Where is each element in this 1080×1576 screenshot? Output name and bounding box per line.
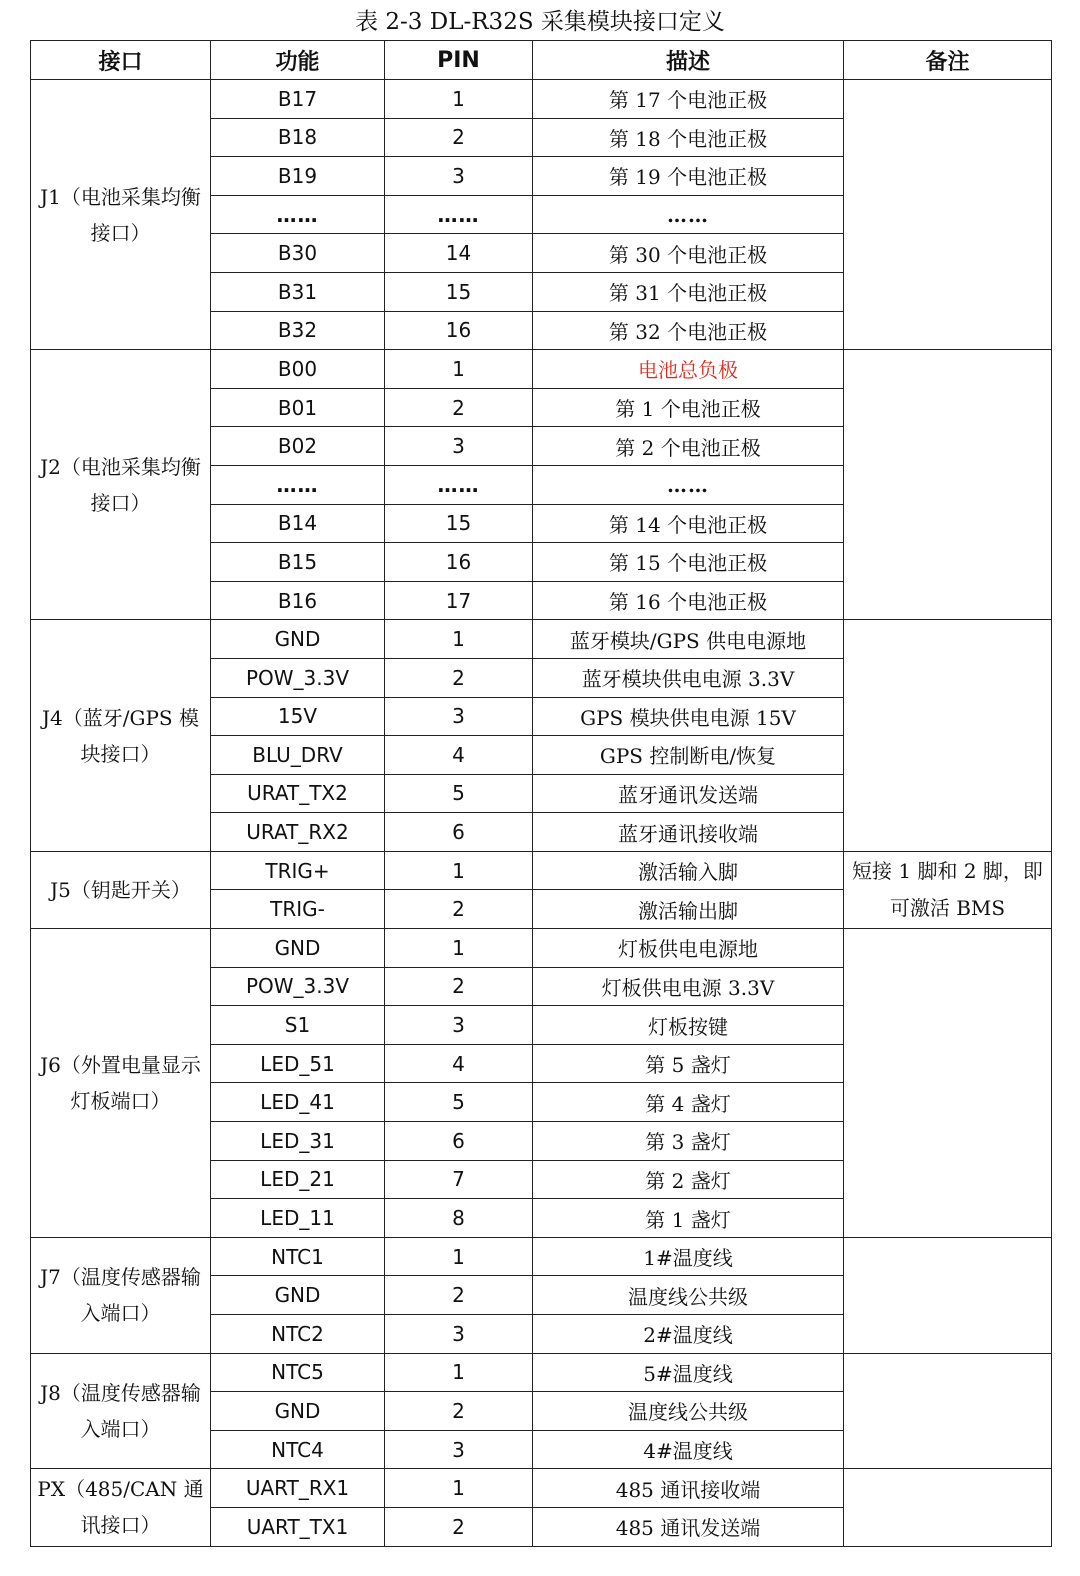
description-cell: 2#温度线 <box>533 1315 844 1354</box>
pin-cell: 1 <box>385 1353 533 1392</box>
description-cell: 蓝牙模块供电电源 3.3V <box>533 658 844 697</box>
function-cell: UART_RX1 <box>211 1469 385 1508</box>
note-cell <box>844 929 1052 1238</box>
description-cell: 灯板供电电源 3.3V <box>533 967 844 1006</box>
pin-cell: 2 <box>385 1507 533 1546</box>
function-cell: LED_11 <box>211 1199 385 1238</box>
function-cell: B31 <box>211 272 385 311</box>
pin-cell: 15 <box>385 272 533 311</box>
note-cell <box>844 1469 1052 1546</box>
table-row <box>31 929 1052 968</box>
description-cell: 温度线公共级 <box>533 1392 844 1431</box>
pin-cell: 1 <box>385 620 533 659</box>
function-cell: B30 <box>211 234 385 273</box>
description-cell: 第 2 个电池正极 <box>533 427 844 466</box>
description-cell: 蓝牙模块/GPS 供电电源地 <box>533 620 844 659</box>
pin-cell: 4 <box>385 736 533 775</box>
note-cell <box>844 620 1052 852</box>
pin-cell: 15 <box>385 504 533 543</box>
pin-cell: 3 <box>385 1315 533 1354</box>
description-cell: 第 32 个电池正极 <box>533 311 844 350</box>
function-cell: B01 <box>211 388 385 427</box>
pin-cell: 5 <box>385 774 533 813</box>
pin-cell: 1 <box>385 350 533 389</box>
description-cell: 第 1 盏灯 <box>533 1199 844 1238</box>
function-cell: TRIG- <box>211 890 385 929</box>
pin-cell: 16 <box>385 311 533 350</box>
function-cell: NTC1 <box>211 1237 385 1276</box>
pin-cell: 3 <box>385 697 533 736</box>
pin-cell: 2 <box>385 967 533 1006</box>
function-cell: B16 <box>211 581 385 620</box>
function-cell: POW_3.3V <box>211 658 385 697</box>
header-pin: PIN <box>385 41 533 80</box>
port-name-cell: PX（485/CAN 通讯接口） <box>31 1469 211 1546</box>
description-cell: 485 通讯接收端 <box>533 1469 844 1508</box>
description-cell: GPS 模块供电电源 15V <box>533 697 844 736</box>
description-cell: 电池总负极 <box>533 350 844 389</box>
function-cell: B14 <box>211 504 385 543</box>
description-cell: 第 3 盏灯 <box>533 1122 844 1161</box>
function-cell: LED_21 <box>211 1160 385 1199</box>
description-cell: 第 4 盏灯 <box>533 1083 844 1122</box>
function-cell: URAT_TX2 <box>211 774 385 813</box>
function-cell: B02 <box>211 427 385 466</box>
header-description: 描述 <box>533 41 844 80</box>
note-cell <box>844 80 1052 350</box>
port-name-cell: J8（温度传感器输入端口） <box>31 1353 211 1469</box>
pin-cell: 1 <box>385 80 533 119</box>
description-cell: 灯板按键 <box>533 1006 844 1045</box>
pin-cell: 6 <box>385 1122 533 1161</box>
header-port: 接口 <box>31 41 211 80</box>
table-row <box>31 851 1052 890</box>
pin-cell: …… <box>385 195 533 234</box>
description-cell: 第 5 盏灯 <box>533 1044 844 1083</box>
table-row <box>31 1353 1052 1392</box>
table-row <box>31 1469 1052 1508</box>
function-cell: NTC5 <box>211 1353 385 1392</box>
header-function: 功能 <box>211 41 385 80</box>
pin-cell: 14 <box>385 234 533 273</box>
function-cell: B15 <box>211 543 385 582</box>
pin-cell: 1 <box>385 1237 533 1276</box>
pin-cell: 1 <box>385 851 533 890</box>
pin-cell: 8 <box>385 1199 533 1238</box>
pin-cell: 1 <box>385 1469 533 1508</box>
pin-cell: 2 <box>385 118 533 157</box>
function-cell: B19 <box>211 157 385 196</box>
description-cell: 温度线公共级 <box>533 1276 844 1315</box>
port-name-cell: J1（电池采集均衡接口） <box>31 80 211 350</box>
pin-cell: 2 <box>385 658 533 697</box>
function-cell: B00 <box>211 350 385 389</box>
description-cell: GPS 控制断电/恢复 <box>533 736 844 775</box>
pin-cell: 2 <box>385 890 533 929</box>
port-name-cell: J7（温度传感器输入端口） <box>31 1237 211 1353</box>
function-cell: B18 <box>211 118 385 157</box>
description-cell: 激活输出脚 <box>533 890 844 929</box>
pin-cell: 1 <box>385 929 533 968</box>
pin-cell: 3 <box>385 427 533 466</box>
function-cell: …… <box>211 195 385 234</box>
description-cell: 第 2 盏灯 <box>533 1160 844 1199</box>
pin-cell: …… <box>385 465 533 504</box>
description-cell: …… <box>533 465 844 504</box>
function-cell: NTC4 <box>211 1430 385 1469</box>
description-cell: 激活输入脚 <box>533 851 844 890</box>
function-cell: BLU_DRV <box>211 736 385 775</box>
function-cell: S1 <box>211 1006 385 1045</box>
pin-cell: 3 <box>385 1430 533 1469</box>
description-cell: …… <box>533 195 844 234</box>
header-note: 备注 <box>844 41 1052 80</box>
description-cell: 第 14 个电池正极 <box>533 504 844 543</box>
function-cell: 15V <box>211 697 385 736</box>
note-cell: 短接 1 脚和 2 脚，即可激活 BMS <box>844 851 1052 928</box>
pin-cell: 3 <box>385 157 533 196</box>
description-cell: 第 1 个电池正极 <box>533 388 844 427</box>
port-name-cell: J4（蓝牙/GPS 模块接口） <box>31 620 211 852</box>
description-cell: 灯板供电电源地 <box>533 929 844 968</box>
function-cell: GND <box>211 929 385 968</box>
description-cell: 1#温度线 <box>533 1237 844 1276</box>
pin-cell: 2 <box>385 388 533 427</box>
port-name-cell: J5（钥匙开关） <box>31 851 211 928</box>
pin-cell: 7 <box>385 1160 533 1199</box>
pin-cell: 6 <box>385 813 533 852</box>
function-cell: NTC2 <box>211 1315 385 1354</box>
function-cell: LED_41 <box>211 1083 385 1122</box>
function-cell: LED_31 <box>211 1122 385 1161</box>
pin-cell: 4 <box>385 1044 533 1083</box>
description-cell: 第 16 个电池正极 <box>533 581 844 620</box>
description-cell: 第 15 个电池正极 <box>533 543 844 582</box>
function-cell: GND <box>211 620 385 659</box>
function-cell: GND <box>211 1392 385 1431</box>
function-cell: TRIG+ <box>211 851 385 890</box>
pin-cell: 17 <box>385 581 533 620</box>
header-row <box>31 41 1052 80</box>
description-cell: 蓝牙通讯发送端 <box>533 774 844 813</box>
function-cell: …… <box>211 465 385 504</box>
description-cell: 第 18 个电池正极 <box>533 118 844 157</box>
function-cell: GND <box>211 1276 385 1315</box>
pin-cell: 3 <box>385 1006 533 1045</box>
description-cell: 4#温度线 <box>533 1430 844 1469</box>
port-name-cell: J2（电池采集均衡接口） <box>31 350 211 620</box>
table-row <box>31 350 1052 389</box>
description-cell: 第 17 个电池正极 <box>533 80 844 119</box>
note-cell <box>844 350 1052 620</box>
table-row <box>31 80 1052 119</box>
function-cell: POW_3.3V <box>211 967 385 1006</box>
table-body <box>31 80 1052 1547</box>
description-cell: 第 31 个电池正极 <box>533 272 844 311</box>
function-cell: LED_51 <box>211 1044 385 1083</box>
table-caption: 表 2-3 DL-R32S 采集模块接口定义 <box>355 9 725 35</box>
pin-cell: 16 <box>385 543 533 582</box>
function-cell: B17 <box>211 80 385 119</box>
pin-cell: 2 <box>385 1392 533 1431</box>
table-row <box>31 620 1052 659</box>
port-name-cell: J6（外置电量显示灯板端口） <box>31 929 211 1238</box>
function-cell: B32 <box>211 311 385 350</box>
note-cell <box>844 1353 1052 1469</box>
pin-cell: 2 <box>385 1276 533 1315</box>
table-row <box>31 1237 1052 1276</box>
description-cell: 第 30 个电池正极 <box>533 234 844 273</box>
interface-definition-table <box>30 40 1052 1547</box>
function-cell: URAT_RX2 <box>211 813 385 852</box>
description-cell: 485 通讯发送端 <box>533 1507 844 1546</box>
description-cell: 第 19 个电池正极 <box>533 157 844 196</box>
note-cell <box>844 1237 1052 1353</box>
description-cell: 蓝牙通讯接收端 <box>533 813 844 852</box>
function-cell: UART_TX1 <box>211 1507 385 1546</box>
description-cell: 5#温度线 <box>533 1353 844 1392</box>
pin-cell: 5 <box>385 1083 533 1122</box>
